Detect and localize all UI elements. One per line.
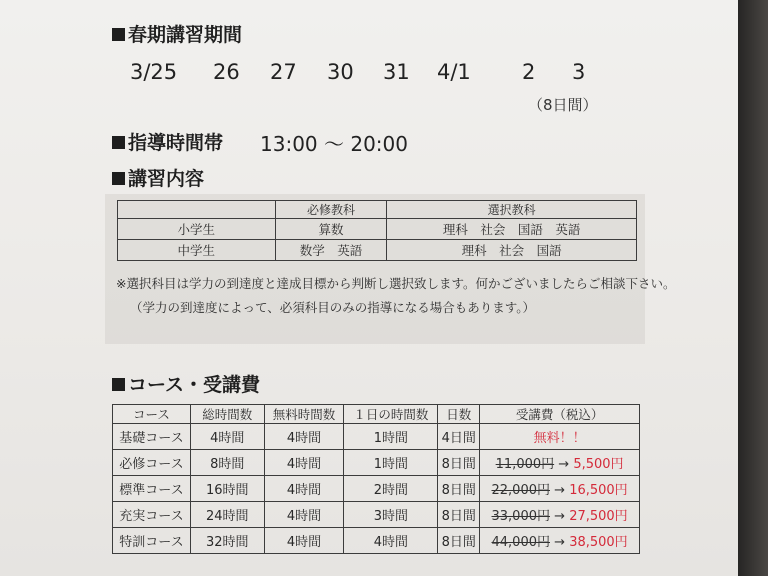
date-item: 3 xyxy=(572,60,586,84)
subjects-table xyxy=(117,200,637,261)
table-row xyxy=(118,240,637,261)
table-header-row xyxy=(118,201,637,219)
course-name-cell: 必修コース xyxy=(113,450,191,476)
table-header-row xyxy=(113,405,640,424)
course-heading xyxy=(112,370,260,397)
subjects-subnote: （学力の到達度によって、必須科目のみの指導になる場合もあります。） xyxy=(130,300,536,315)
fee-new: 無料！！ xyxy=(533,431,586,446)
fee-cell xyxy=(480,450,640,476)
date-item: 27 xyxy=(270,60,297,84)
fee-new: 38,500円 xyxy=(569,535,628,550)
fee-new: 16,500円 xyxy=(569,483,628,498)
header-cell: 選択教科 xyxy=(387,201,637,219)
course-fee-table xyxy=(112,404,640,554)
table-row xyxy=(113,476,640,502)
header-cell: 総時間数 xyxy=(190,405,264,424)
period-heading xyxy=(112,20,242,47)
free-hours-cell: 4時間 xyxy=(264,450,344,476)
total-hours-cell: 24時間 xyxy=(190,502,264,528)
header-cell: 受講費（税込） xyxy=(480,405,640,424)
days-cell: 8日間 xyxy=(438,502,480,528)
arrow-right-icon: → xyxy=(558,457,570,472)
daily-hours-cell: 1時間 xyxy=(344,450,438,476)
subjects-note: ※選択科目は学力の到達度と達成目標から判断し選択致します。何かございましたらご相談下さい。 xyxy=(116,276,676,291)
period-dates xyxy=(130,60,630,86)
arrow-right-icon: → xyxy=(554,535,566,550)
grade-cell: 中学生 xyxy=(118,240,276,261)
header-cell: コース xyxy=(113,405,191,424)
date-item: 4/1 xyxy=(437,60,471,84)
hours-heading-label: 指導時間帯 xyxy=(128,132,224,154)
days-cell: 4日間 xyxy=(438,424,480,450)
date-item: 31 xyxy=(383,60,410,84)
free-hours-cell: 4時間 xyxy=(264,476,344,502)
table-row xyxy=(113,450,640,476)
daily-hours-cell: 2時間 xyxy=(344,476,438,502)
fee-new: 5,500円 xyxy=(573,457,624,472)
total-hours-cell: 32時間 xyxy=(190,528,264,554)
table-row xyxy=(118,219,637,240)
bullet-square-icon xyxy=(112,172,125,185)
total-hours-cell: 8時間 xyxy=(190,450,264,476)
course-heading-label: コース・受講費 xyxy=(128,374,261,396)
date-item: 2 xyxy=(522,60,536,84)
daily-hours-cell: 3時間 xyxy=(344,502,438,528)
header-cell xyxy=(118,201,276,219)
header-cell: １日の時間数 xyxy=(344,405,438,424)
date-item: 30 xyxy=(327,60,354,84)
fee-new: 27,500円 xyxy=(569,509,628,524)
elective-cell: 理科 社会 国語 xyxy=(387,240,637,261)
free-hours-cell: 4時間 xyxy=(264,424,344,450)
fee-old: 44,000円 xyxy=(491,535,550,550)
grade-cell: 小学生 xyxy=(118,219,276,240)
days-cell: 8日間 xyxy=(438,450,480,476)
desk-background xyxy=(738,0,768,576)
fee-cell xyxy=(480,424,640,450)
arrow-right-icon: → xyxy=(554,483,566,498)
bullet-square-icon xyxy=(112,28,125,41)
days-cell: 8日間 xyxy=(438,528,480,554)
fee-old: 22,000円 xyxy=(491,483,550,498)
total-hours-cell: 4時間 xyxy=(190,424,264,450)
fee-cell xyxy=(480,502,640,528)
elective-cell: 理科 社会 国語 英語 xyxy=(387,219,637,240)
date-item: 26 xyxy=(213,60,240,84)
date-item: 3/25 xyxy=(130,60,178,84)
daily-hours-cell: 4時間 xyxy=(344,528,438,554)
table-row xyxy=(113,424,640,450)
course-name-cell: 充実コース xyxy=(113,502,191,528)
bullet-square-icon xyxy=(112,378,125,391)
course-name-cell: 基礎コース xyxy=(113,424,191,450)
arrow-right-icon: → xyxy=(554,509,566,524)
days-count-note: （8日間） xyxy=(528,96,598,114)
header-cell: 必修教科 xyxy=(275,201,387,219)
header-cell: 無料時間数 xyxy=(264,405,344,424)
fee-old: 11,000円 xyxy=(495,457,555,472)
table-row xyxy=(113,502,640,528)
free-hours-cell: 4時間 xyxy=(264,528,344,554)
days-cell: 8日間 xyxy=(438,476,480,502)
fee-cell xyxy=(480,528,640,554)
period-heading-label: 春期講習期間 xyxy=(128,24,243,46)
fee-cell xyxy=(480,476,640,502)
required-cell: 算数 xyxy=(275,219,387,240)
course-name-cell: 特訓コース xyxy=(113,528,191,554)
free-hours-cell: 4時間 xyxy=(264,502,344,528)
hours-heading xyxy=(112,128,223,155)
content-heading-label: 講習内容 xyxy=(128,168,205,190)
required-cell: 数学 英語 xyxy=(275,240,387,261)
daily-hours-cell: 1時間 xyxy=(344,424,438,450)
course-name-cell: 標準コース xyxy=(113,476,191,502)
content-heading xyxy=(112,164,204,191)
total-hours-cell: 16時間 xyxy=(190,476,264,502)
fee-old: 33,000円 xyxy=(491,509,550,524)
header-cell: 日数 xyxy=(438,405,480,424)
bullet-square-icon xyxy=(112,136,125,149)
table-row xyxy=(113,528,640,554)
hours-value: 13:00 ～ 20:00 xyxy=(260,132,408,156)
